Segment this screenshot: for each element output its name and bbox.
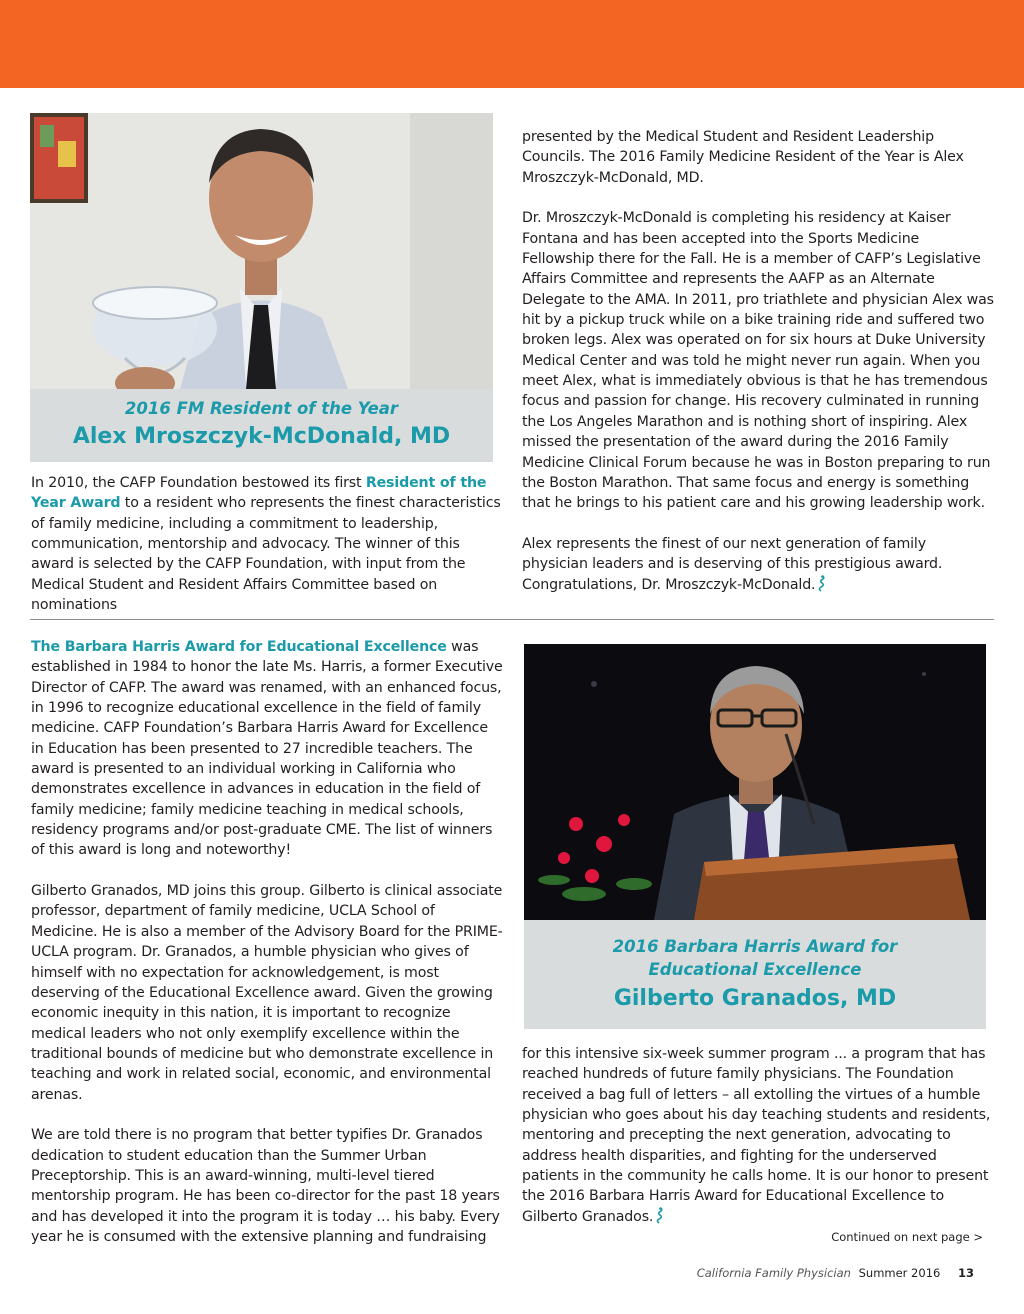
granados-caption-title-2: Educational Excellence [648,960,862,979]
harris-paragraph-3: We are told there is no program that better typifies Dr. Granados dedication to student education than the Summer Urban Preceptorship. This is an award-winning, multi-level tiered mentorship program. He has been co-director for the past 18 years and has developed it into the program it is today … his baby. Every year he is consumed with the extensive planning and fundraising [31,1127,500,1245]
granados-caption-name: Gilberto Granados, MD [613,986,897,1011]
harris-paragraph-1 [31,637,503,861]
resident-intro-column [31,473,503,615]
harris-closing-text: for this intensive six-week summer program ... a program that has reached hundreds of future family physicians. The Foundation received a bag full of letters – all extolling the virtues of a humble physician who goes about his day teaching students and residents, mentoring and precepting the next generation, advocating to address health disparities, and fighting for the underserved patients in the community he calls home. It is our honor to present the 2016 Barbara Harris Award for Educational Excellence to Gilberto Granados. [522,1046,991,1225]
continued-link[interactable]: Continued on next page > [831,1230,983,1244]
harris-left-column [31,637,503,1247]
issue-label: Summer 2016 [858,1266,941,1280]
resident-caption-title: 2016 FM Resident of the Year [124,399,399,418]
harris-paragraph-2: Gilberto Granados, MD joins this group. Gilberto is clinical associate professor, department of family medicine, UCLA School of Medicine. He is also a member of the Advisory Board for the PRIME-UCLA program. Dr. Granados, a humble physician who gives of himself with no expectation for acknowledgement, is most deserving of the Educational Excellence award. Given the growing economic inequity in this nation, it is important to recognize medical leaders who not only exemplify excellence within the traditional bounds of medicine but who demonstrate excellence in teaching and work in related social, economic, and environmental arenas. [31,883,503,1103]
harris-right-column [522,1044,994,1227]
page-number: 13 [957,1266,974,1280]
caduceus-end-icon [655,1207,664,1224]
resident-story-paragraph-2: Dr. Mroszczyk-McDonald is completing his residency at Kaiser Fontana and has been accepted into the Sports Medicine Fellowship there for the Fall. He is a member of CAFP’s Legislative Affairs Committee and represents the AAFP as an Alternate Delegate to the AMA. In 2011, pro triathlete and physician Alex was hit by a pickup truck while on a bike training ride and suffered two broken legs. Alex was operated on for six hours at Duke University Medical Center and was told he might never run again. When you meet Alex, what is immediately obvious is that he has tremendous focus and passion for change. His recovery culminated in running the Los Angeles Marathon and is nothing short of inspiring. Alex missed the presentation of the award during the 2016 Family Medicine Clinical Forum because he was in Boston preparing to run the Boston Marathon. That same focus and energy is something that he brings to his patient care and his growing leadership work. [522,210,994,512]
resident-caption [30,389,493,462]
header-bar [0,0,1024,88]
resident-photo [30,113,493,389]
page-footer [697,1266,974,1280]
resident-caption-name: Alex Mroszczyk-McDonald, MD [72,424,451,449]
resident-story-paragraph-3 [522,534,994,595]
caduceus-end-icon [817,575,826,592]
harris-paragraph-1-rest: was established in 1984 to honor the late Ms. Harris, a former Executive Director of CAFP. The award was renamed, with an enhanced focus, in 1996 to recognize educational excellence in the field of family medicine. CAFP Foundation’s Barbara Harris Award for Excellence in Education has been presented to 27 incredible teachers. The award is presented to an individual working in California who demonstrates excellence in advances in education in the field of family medicine; family medicine teaching in medical schools, residency programs and/or post-graduate CME. The list of winners of this award is long and noteworthy! [31,639,503,859]
harris-closing-paragraph [522,1044,994,1227]
section-divider [30,619,994,620]
granados-caption-title-1: 2016 Barbara Harris Award for [612,937,898,956]
resident-intro-paragraph [31,473,503,615]
resident-story-paragraph-1: presented by the Medical Student and Resident Leadership Councils. The 2016 Family Medicine Resident of the Year is Alex Mroszczyk-McDonald, MD. [522,129,964,186]
granados-photo [524,644,986,920]
resident-intro-post: to a resident who represents the finest characteristics of family medicine, including a commitment to leadership, communication, mentorship and advocacy. The winner of this award is selected by the CAFP Foundation, with input from the Medical Student and Resident Affairs Committee based on nominations [31,495,501,614]
harris-award-link: The Barbara Harris Award for Educational Excellence [31,639,447,655]
resident-award-link: Resident of the Year Award [31,475,487,512]
granados-caption [524,920,986,1029]
resident-intro-pre: In 2010, the CAFP Foundation bestowed its first [31,475,366,491]
resident-story-closing: Alex represents the finest of our next generation of family physician leaders and is deserving of this prestigious award. Congratulations, Dr. Mroszczyk-McDonald. [522,535,943,593]
resident-story-column [522,127,994,595]
magazine-name: California Family Physician [696,1266,851,1280]
